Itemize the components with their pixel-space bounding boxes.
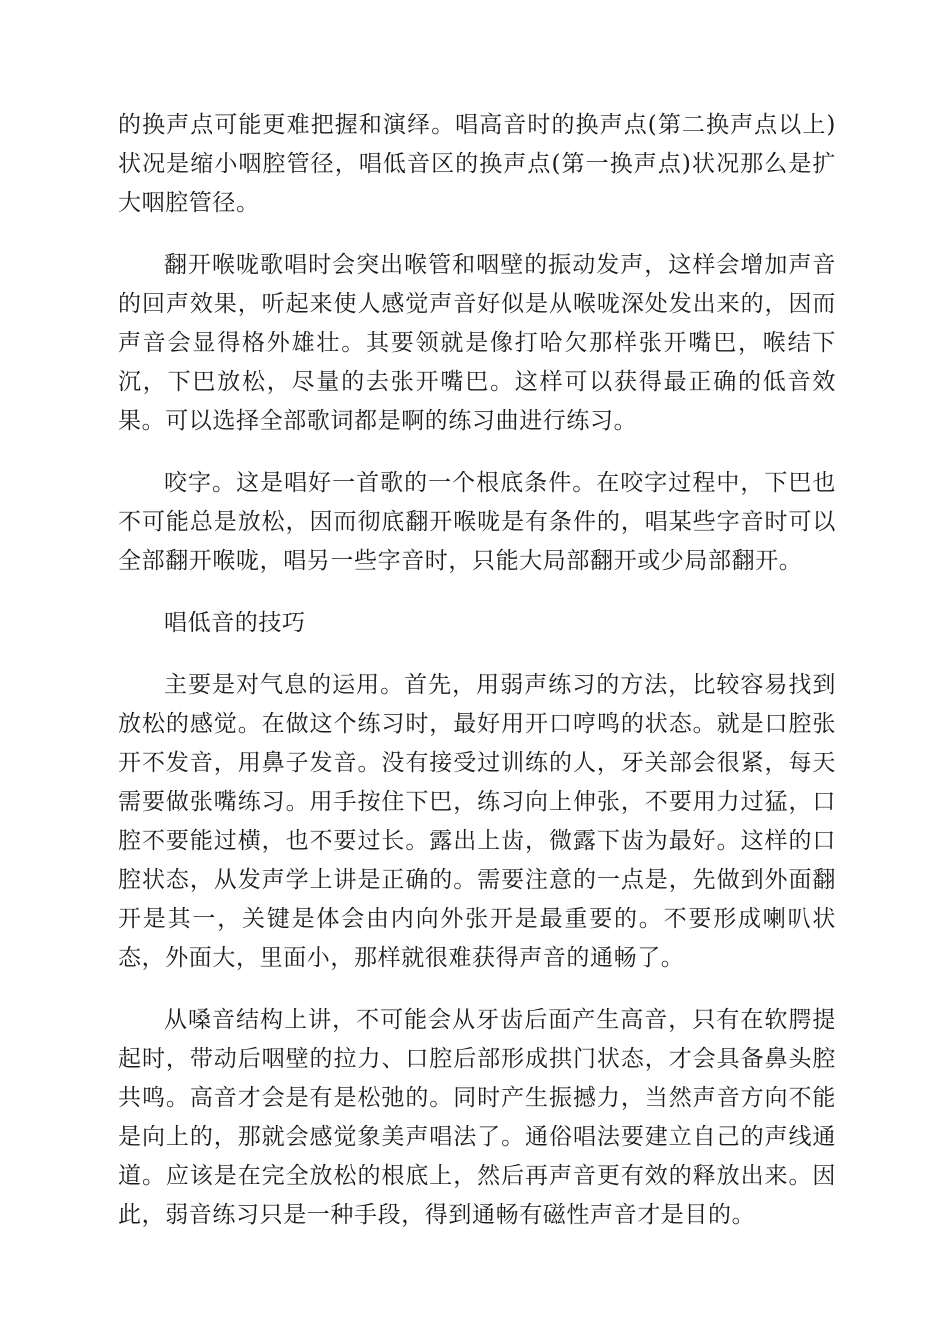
paragraph-5: 从嗓音结构上讲，不可能会从牙齿后面产生高音，只有在软腭提起时，带动后咽壁的拉力、口腔后部形成拱门状态，才会具备鼻头腔共鸣。高音才会是有是松弛的。同时产生振撼力，当然声音方向不能是向上的，那就会感觉象美声唱法了。通俗唱法要建立自己的声线通道。应该是在完全放松的根底上，然后再声音更有效的释放出来。因此，弱音练习只是一种手段，得到通畅有磁性声音才是目的。 [118,1007,836,1228]
paragraph-1: 的换声点可能更难把握和演绎。唱高音时的换声点(第二换声点以上)状况是缩小咽腔管径，唱低音区的换声点(第一换声点)状况那么是扩大咽腔管径。 [118,112,836,216]
paragraph-3: 咬字。这是唱好一首歌的一个根底条件。在咬字过程中，下巴也不可能总是放松，因而彻底翻开喉咙是有条件的，唱某些字音时可以全部翻开喉咙，唱另一些字音时，只能大局部翻开或少局部翻开。 [118,470,836,574]
section-heading: 唱低音的技巧 [164,610,306,636]
paragraph-2: 翻开喉咙歌唱时会突出喉管和咽壁的振动发声，这样会增加声音的回声效果，听起来使人感觉声音好似是从喉咙深处发出来的，因而声音会显得格外雄壮。其要领就是像打哈欠那样张开嘴巴，喉结下沉，下巴放松，尽量的去张开嘴巴。这样可以获得最正确的低音效果。可以选择全部歌词都是啊的练习曲进行练习。 [118,252,836,434]
paragraph-4: 主要是对气息的运用。首先，用弱声练习的方法，比较容易找到放松的感觉。在做这个练习时，最好用开口哼鸣的状态。就是口腔张开不发音，用鼻子发音。没有接受过训练的人，牙关部会很紧，每天需要做张嘴练习。用手按住下巴，练习向上伸张，不要用力过猛，口腔不要能过横，也不要过长。露出上齿，微露下齿为最好。这样的口腔状态，从发声学上讲是正确的。需要注意的一点是，先做到外面翻开是其一，关键是体会由内向外张开是最重要的。不要形成喇叭状态，外面大，里面小，那样就很难获得声音的通畅了。 [118,672,836,971]
document-body [118,106,836,1258]
